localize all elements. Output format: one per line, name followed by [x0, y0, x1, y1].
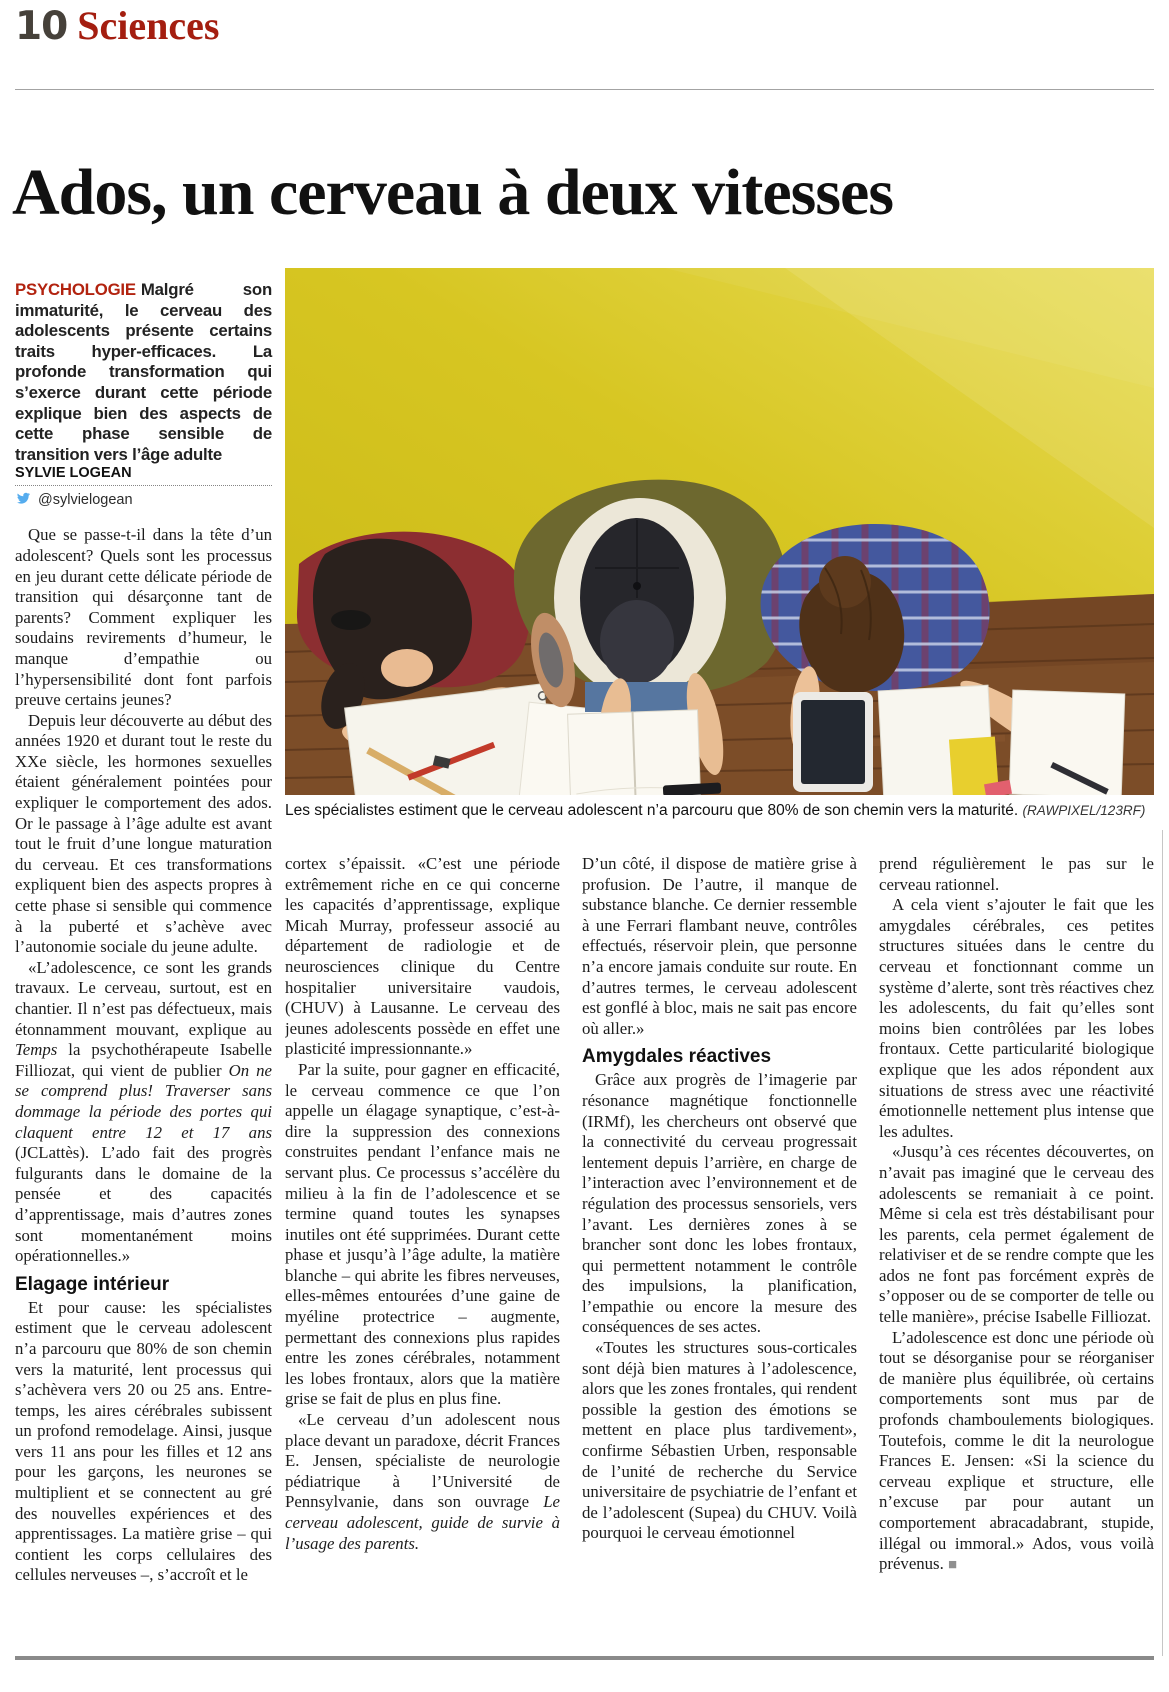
subhead-elagage: Elagage intérieur [15, 1273, 170, 1295]
byline-twitter [15, 491, 272, 509]
paragraph: «L’adolescence, ce sont les grands travaux. Le cerveau, surtout, est en chantier. Il n’est pas défectueux, mais étonnamment mouvant, explique au Temps la psychothérapeute Isabelle Filliozat, qui vient de publier On ne se comprend plus! Traverser sans dommage la période des portes qui claquent entre 12 et 17 ans (JCLattès). L’ado fait des progrès fulgurants dans le domaine de la pensée et des capacités d’apprentissage, mais d’autres zones sont momentanément moins opérationnelles.» [15, 957, 272, 1266]
paragraph: cortex s’épaissit. «C’est une période extrêmement riche en ce qui concerne les capacités d’apprentissage, explique Micah Murray, professeur associé au département de radiologie et de neurosciences clinique du Centre hospitalier universitaire vaudois, (CHUV) à Lausanne. Le cerveau des jeunes adolescents possède en effet une plasticité impressionnante.» [285, 854, 560, 1059]
byline-author: SYLVIE LOGEAN [15, 465, 272, 486]
article-photo [285, 268, 1154, 795]
photo-illustration [285, 268, 1154, 795]
page-number: 10 [15, 4, 68, 49]
section-title: Sciences [77, 3, 220, 48]
caption-text: Les spécialistes estiment que le cerveau adolescent n’a parcouru que 80% de son chemin vers la maturité. [285, 802, 1019, 819]
column-3 [582, 854, 857, 1656]
paragraph: D’un côté, il dispose de matière grise à profusion. De l’autre, il manque de substance blanche. Ce dernier ressemble à une Ferrari flambant neuve, contrôles effectués, réservoir plein, que personne n’a encore jamais conduite sur route. En d’autres termes, le cerveau adolescent est gonflé à bloc, mais ne sait pas encore où aller.» [582, 854, 857, 1038]
kicker [15, 280, 272, 465]
photo-credit: (RAWPIXEL/123RF) [1022, 803, 1146, 818]
column-4 [879, 854, 1154, 1656]
kicker-label: PSYCHOLOGIE [15, 280, 136, 299]
byline [15, 465, 272, 509]
end-mark: ■ [947, 1557, 956, 1574]
paragraph-text: L’adolescence est donc une période où tout se désorganise pour se réorganiser de manière plus équilibrée, où certains comportements sont mus par de profonds chamboulements biologiques. Toutefois, comme le dit la neurologue Frances E. Jensen: «Si la science du cerveau explique et structure, elle n’excuse par pour autant un comportement abracadabrant, stupide, illégal ou immoral.» Ados, vous voilà prévenus. [879, 1327, 1154, 1574]
paragraph: Que se passe-t-il dans la tête d’un adolescent? Quels sont les processus en jeu durant cette délicate période de transition qui désarçonne tant de parents? Comment expliquer les soudains revirements d’humeur, le manque d’empathie ou l’hypersensibilité dont font parfois preuve certains jeunes? [15, 525, 272, 710]
column-2 [285, 854, 560, 1656]
twitter-handle: @sylvielogean [38, 492, 133, 509]
paragraph: prend régulièrement le pas sur le cerveau rationnel. [879, 854, 1154, 894]
right-column-rule [1162, 830, 1163, 1656]
bottom-rule [15, 1656, 1154, 1660]
page-header [15, 2, 219, 49]
kicker-text: Malgré son immaturité, le cerveau des adolescents présente certains traits hyper-efficaces. La profonde transformation qui s’exerce durant cette période explique bien des aspects de cette phase sensible de transition vers l’âge adulte [15, 280, 272, 464]
paragraph: «Toutes les structures sous-corticales sont déjà bien matures à l’adolescence, alors que les zones frontales, qui rendent possible la gestion des émotions se mettent en place plus tardivement», confirme Sébastien Urben, responsable de l’unité de recherche du Service universitaire de psychiatrie de l’enfant et de l’adolescent (Supea) du CHUV. Voilà pourquoi le cerveau émotionnel [582, 1338, 857, 1543]
top-rule [15, 89, 1154, 90]
twitter-icon [15, 491, 32, 509]
photo-caption [285, 801, 1154, 820]
article-columns [285, 854, 1154, 1656]
paragraph: Grâce aux progrès de l’imagerie par résonance magnétique fonctionnelle (IRMf), les chercheurs ont observé que la connectivité du cerveau progressait lentement depuis l’arrière, en charge de l’interaction avec l’environnement et de régulation des processus sensoriels, vers l’avant. Les dernières zones à se brancher sont donc les lobes frontaux, qui permettent notamment le contrôle des impulsions, la planification, l’empathie ou encore la mesure des conséquences de ses actes. [582, 1070, 857, 1337]
paragraph: Par la suite, pour gagner en efficacité, le cerveau commence ce que l’on appelle un élagage synaptique, c’est-à-dire la suppression des connexions construites pendant l’enfance mais ne servant plus. Ce processus s’accélère du milieu à la fin de l’adolescence et se termine quand toutes les synapses inutiles ont été supprimées. Durant cette phase et jusqu’à l’âge adulte, la matière blanche – qui abrite les fibres nerveuses, elles-mêmes entourées d’une gaine de myéline protectrice – augmente, permettant des connexions plus rapides entre les zones cérébrales, notamment les lobes frontaux, alors que la matière grise se fait de plus en plus fine. [285, 1059, 560, 1409]
paragraph: Et pour cause: les spécialistes estiment que le cerveau adolescent n’a parcouru que 80% de son chemin vers la maturité, lent processus qui s’achèvera vers 20 ou 25 ans. Entre-temps, les aires cérébrales subissent un profond remodelage. Ainsi, jusque vers 11 ans pour les filles et 12 ans pour les garçons, les neurones se multiplient et se connectent au gré des nouvelles expériences et des apprentissages. La matière grise – qui contient les corps cellulaires des cellules nerveuses –, s’accroît et le [15, 1297, 272, 1585]
paragraph: Depuis leur découverte au début des années 1920 et durant tout le reste du XXe siècle, les hormones sexuelles étaient généralement pointées pour expliquer le comportement des ados. Or le passage à l’âge adulte est avant tout le fruit d’une longue maturation du cerveau. Et ces transformations expliquent bien des aspects propres à cette phase si sensible qui commence à la puberté et s’achève avec l’autonomie sociale du jeune adulte. [15, 710, 272, 957]
paragraph: «Le cerveau d’un adolescent nous place devant un paradoxe, décrit Frances E. Jensen, spécialiste de neurologie pédiatrique à l’Université de Pennsylvanie, dans son ouvrage Le cerveau adolescent, guide de survie à l’usage des parents. [285, 1410, 560, 1553]
paragraph: A cela vient s’ajouter le fait que les amygdales cérébrales, ces petites structures situées dans le centre du cerveau et fonctionnant comme un système d’alerte, sont très réactives chez les adolescents, du fait qu’elles sont moins bien contrôlées par les lobes frontaux. Cette particularité biologique explique que les ados répondent aux situations de stress avec une réactivité émotionnelle nettement plus intense que les adultes. [879, 895, 1154, 1141]
left-column [15, 280, 272, 1586]
article-headline: Ados, un cerveau à deux vitesses [12, 156, 894, 229]
paragraph [879, 1328, 1154, 1576]
paragraph: «Jusqu’à ces récentes découvertes, on n’avait pas imaginé que le cerveau des adolescents se remaniait à ce point. Même si cela est très déstabilisant pour les parents, cela permet également de relativiser et de se rendre compte que les ados ne font pas forcément exprès de s’opposer ou de se comporter de telle ou telle manière», précise Isabelle Filliozat. [879, 1142, 1154, 1327]
subhead-amygdales: Amygdales réactives [582, 1046, 772, 1068]
